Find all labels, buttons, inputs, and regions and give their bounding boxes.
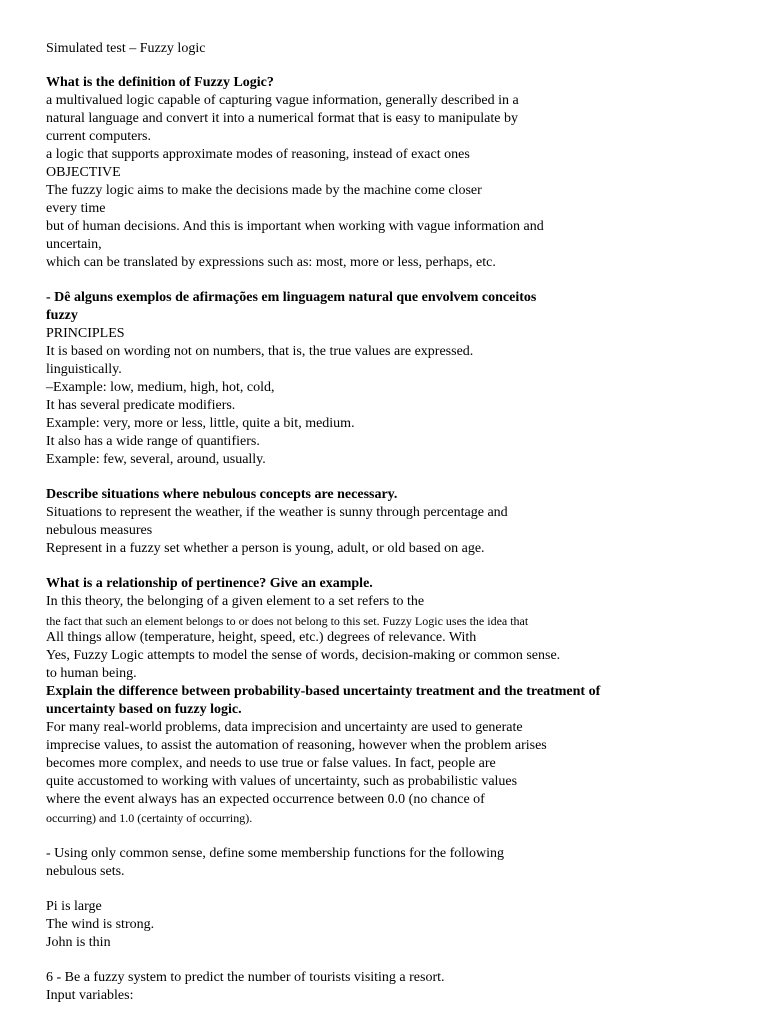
question-heading: nebulous sets. — [46, 864, 125, 879]
answer-line: Situations to represent the weather, if the weather is sunny through percentage and — [46, 505, 508, 520]
answer-line: but of human decisions. And this is important when working with vague information and — [46, 219, 544, 234]
answer-line: to human being. — [46, 666, 137, 681]
answer-line: All things allow (temperature, height, speed, etc.) degrees of relevance. With — [46, 630, 477, 645]
answer-line: For many real-world problems, data imprecision and uncertainty are used to generate — [46, 720, 523, 735]
answer-line: becomes more complex, and needs to use true or false values. In fact, people are — [46, 756, 496, 771]
answer-line: It has several predicate modifiers. — [46, 398, 236, 413]
answer-line: Input variables: — [46, 988, 134, 1003]
question-heading: What is a relationship of pertinence? Give an example. — [46, 576, 373, 591]
answer-line: PRINCIPLES — [46, 326, 125, 341]
answer-line: a logic that supports approximate modes of reasoning, instead of exact ones — [46, 147, 470, 162]
question-heading: uncertainty based on fuzzy logic. — [46, 702, 242, 717]
answer-line: every time — [46, 201, 106, 216]
question-heading: - Dê alguns exemplos de afirmações em linguagem natural que envolvem conceitos — [46, 290, 537, 305]
question-heading: Explain the difference between probability-based uncertainty treatment and the treatment of — [46, 684, 601, 699]
answer-line: Example: very, more or less, little, quite a bit, medium. — [46, 416, 355, 431]
answer-line: In this theory, the belonging of a given element to a set refers to the — [46, 594, 425, 609]
answer-line: –Example: low, medium, high, hot, cold, — [46, 380, 275, 395]
answer-line: It is based on wording not on numbers, that is, the true values are expressed. — [46, 344, 474, 359]
question-heading: fuzzy — [46, 308, 78, 323]
question-heading: 6 - Be a fuzzy system to predict the number of tourists visiting a resort. — [46, 970, 445, 985]
list-item: John is thin — [46, 935, 111, 950]
document-title: Simulated test – Fuzzy logic — [46, 41, 206, 56]
answer-line: current computers. — [46, 129, 151, 144]
question-heading: - Using only common sense, define some membership functions for the following — [46, 846, 505, 861]
answer-line: quite accustomed to working with values of uncertainty, such as probabilistic values — [46, 774, 518, 789]
answer-line: Example: few, several, around, usually. — [46, 452, 266, 467]
list-item: Pi is large — [46, 899, 102, 914]
answer-line: natural language and convert it into a numerical format that is easy to manipulate by — [46, 111, 518, 126]
question-heading: Describe situations where nebulous concepts are necessary. — [46, 487, 398, 502]
answer-line: Represent in a fuzzy set whether a person is young, adult, or old based on age. — [46, 541, 485, 556]
answer-line: imprecise values, to assist the automation of reasoning, however when the problem arises — [46, 738, 547, 753]
answer-line: which can be translated by expressions such as: most, more or less, perhaps, etc. — [46, 255, 496, 270]
answer-line: nebulous measures — [46, 523, 153, 538]
list-item: The wind is strong. — [46, 917, 155, 932]
answer-line: The fuzzy logic aims to make the decisions made by the machine come closer — [46, 183, 482, 198]
question-heading: What is the definition of Fuzzy Logic? — [46, 75, 274, 90]
answer-line: occurring) and 1.0 (certainty of occurring). — [46, 811, 253, 825]
answer-line: where the event always has an expected occurrence between 0.0 (no chance of — [46, 792, 485, 807]
answer-line: the fact that such an element belongs to or does not belong to this set. Fuzzy Logic uses the idea that — [46, 614, 529, 628]
answer-line: linguistically. — [46, 362, 122, 377]
answer-line: uncertain, — [46, 237, 102, 252]
answer-line: a multivalued logic capable of capturing vague information, generally described in a — [46, 93, 519, 108]
answer-line: It also has a wide range of quantifiers. — [46, 434, 260, 449]
answer-line: OBJECTIVE — [46, 165, 121, 180]
answer-line: Yes, Fuzzy Logic attempts to model the sense of words, decision-making or common sense. — [46, 648, 561, 663]
